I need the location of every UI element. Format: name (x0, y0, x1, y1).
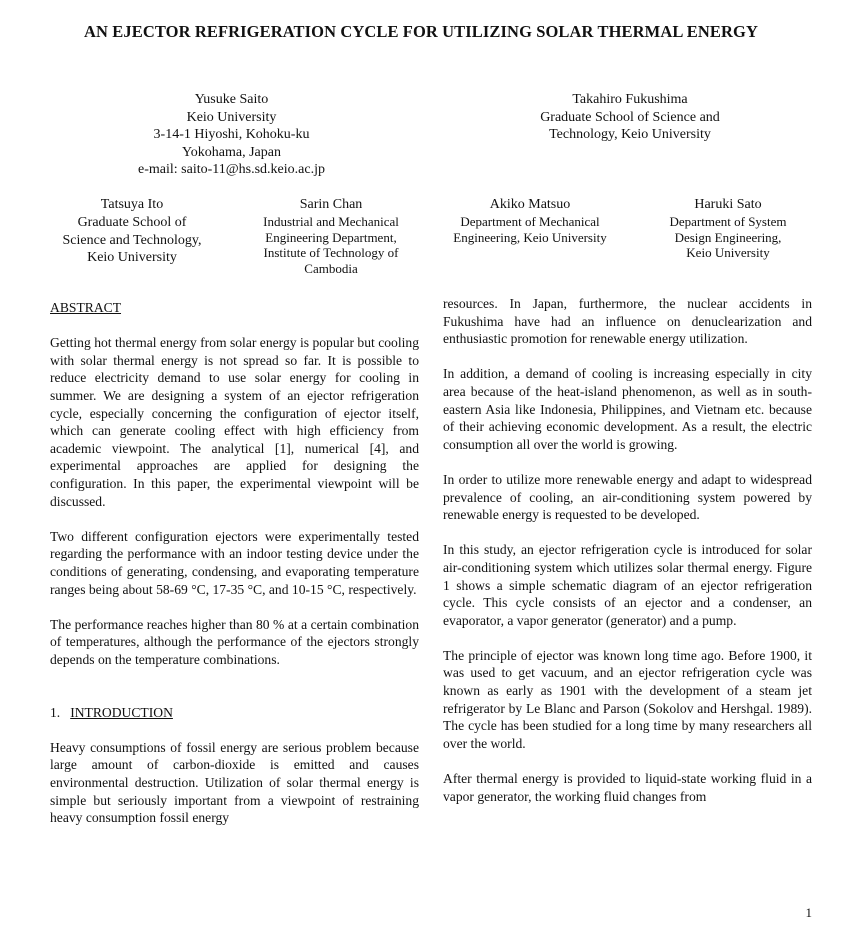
author-block-chan (238, 196, 424, 276)
author-name: Sarin Chan (299, 197, 363, 212)
author-name: Haruki Sato (694, 197, 762, 212)
author-name: Tatsuya Ito (100, 197, 164, 212)
author-block-matsuo (436, 196, 624, 245)
left-column (50, 299, 419, 844)
intro-paragraph: Heavy consumptions of fossil energy are serious problem because large amount of carbon-dioxide is emitted and causes environmental destruction. Utilization of solar thermal energy is simple but seriously important from a viewpoint of restraining heavy consumption fossil energy (50, 739, 419, 826)
page-number: 1 (805, 905, 812, 920)
paper-title: AN EJECTOR REFRIGERATION CYCLE FOR UTILIZING SOLAR THERMAL ENERGY (84, 22, 758, 41)
author-line: Graduate School of Science and (540, 109, 720, 125)
abstract-heading: ABSTRACT (50, 300, 122, 315)
author-line: Department of Mechanical (460, 214, 600, 229)
body-paragraph: In addition, a demand of cooling is increasing especially in city area because of the heat-island phenomenon, as well as in south-eastern Asia like Indonesia, Philippines, and Vietnam etc. because of their achieving economic development. As a result, the electric consumption all over the world is growing. (443, 366, 812, 452)
author-line: 3-14-1 Hiyoshi, Kohoku-ku (153, 127, 310, 143)
body-paragraph: In order to utilize more renewable energy and adapt to widespread prevalence of cooling, an air-conditioning system powered by renewable energy is requested to be developed. (443, 471, 812, 523)
author-line: Graduate School of (77, 215, 187, 230)
author-block-saito (100, 91, 363, 179)
right-column (443, 295, 812, 823)
author-line: Keio University (87, 250, 177, 266)
author-line: Technology, Keio University (549, 127, 711, 143)
body-paragraph: After thermal energy is provided to liquid-state working fluid in a vapor generator, the working fluid changes from (443, 771, 812, 804)
author-line: Yokohama, Japan (182, 144, 281, 160)
author-block-fukushima (500, 91, 760, 144)
intro-heading-line (50, 704, 419, 722)
author-line: Engineering Department, (265, 229, 397, 245)
author-line: Keio University (186, 109, 277, 125)
author-line: Department of System (669, 214, 787, 229)
abstract-paragraph: Getting hot thermal energy from solar energy is popular but cooling with solar thermal energy is not spread so far. It is possible to reduce electricity demand to use solar energy for cooling in summer. We are designing a system of an ejector refrigeration cycle, especially concerning the configuration of ejector itself, which can generate cooling effect with high efficiency from academic viewpoint. The analytical [1], numerical [4], and experimental approaches are applied for designing the configuration. In this paper, the experimental viewpoint will be discussed. (50, 335, 419, 509)
author-line: Cambodia (304, 260, 358, 276)
body-paragraph: The principle of ejector was known long time ago. Before 1900, it was used to get vacuum, and an ejector refrigeration cycle was known as early as 1901 with the development of a steam jet refrigerator by Le Blanc and Parson (Sokolov and Hershgal. 1989). The cycle has been studied for a long time by many researchers all over the world. (443, 647, 812, 751)
author-line: Keio University (686, 245, 770, 261)
section-number: 1. (50, 704, 61, 720)
body-paragraph: resources. In Japan, furthermore, the nuclear accidents in Fukushima have had an influence on denuclearization and enthusiastic promotion for renewable energy utilization. (443, 296, 812, 347)
author-line: Science and Technology, (62, 232, 202, 248)
body-paragraph: In this study, an ejector refrigeration cycle is introduced for solar air-conditioning system which utilizes solar thermal energy. Figure 1 shows a simple schematic diagram of an ejector refrigeration cycle. This cycle consists of an ejector and a condenser, an evaporator, a vapor generator (generator) and a pump. (443, 542, 812, 628)
author-email: e-mail: saito-11@hs.sd.keio.ac.jp (138, 162, 325, 178)
abstract-paragraph: Two different configuration ejectors were experimentally tested regarding the performance with an indoor testing device under the conditions of generating, condensing, and evaporating temperature ranges being about 58-69 °C, 17-35 °C, and 10-15 °C, respectively. (50, 528, 419, 597)
abstract-paragraph: The performance reaches higher than 80 % at a certain combination of temperatures, although the performance of the ejectors strongly depends on the temperature combinations. (50, 616, 419, 667)
author-line: Institute of Technology of (263, 245, 399, 261)
author-line: Industrial and Mechanical (263, 214, 399, 229)
author-block-ito (42, 196, 222, 267)
author-line: Engineering, Keio University (453, 229, 607, 245)
author-line: Takahiro Fukushima (572, 92, 688, 107)
intro-heading: INTRODUCTION (70, 704, 173, 720)
author-line: Design Engineering, (674, 229, 782, 245)
author-block-sato (648, 196, 808, 261)
author-name: Akiko Matsuo (489, 197, 571, 212)
author-line: Yusuke Saito (194, 92, 269, 107)
